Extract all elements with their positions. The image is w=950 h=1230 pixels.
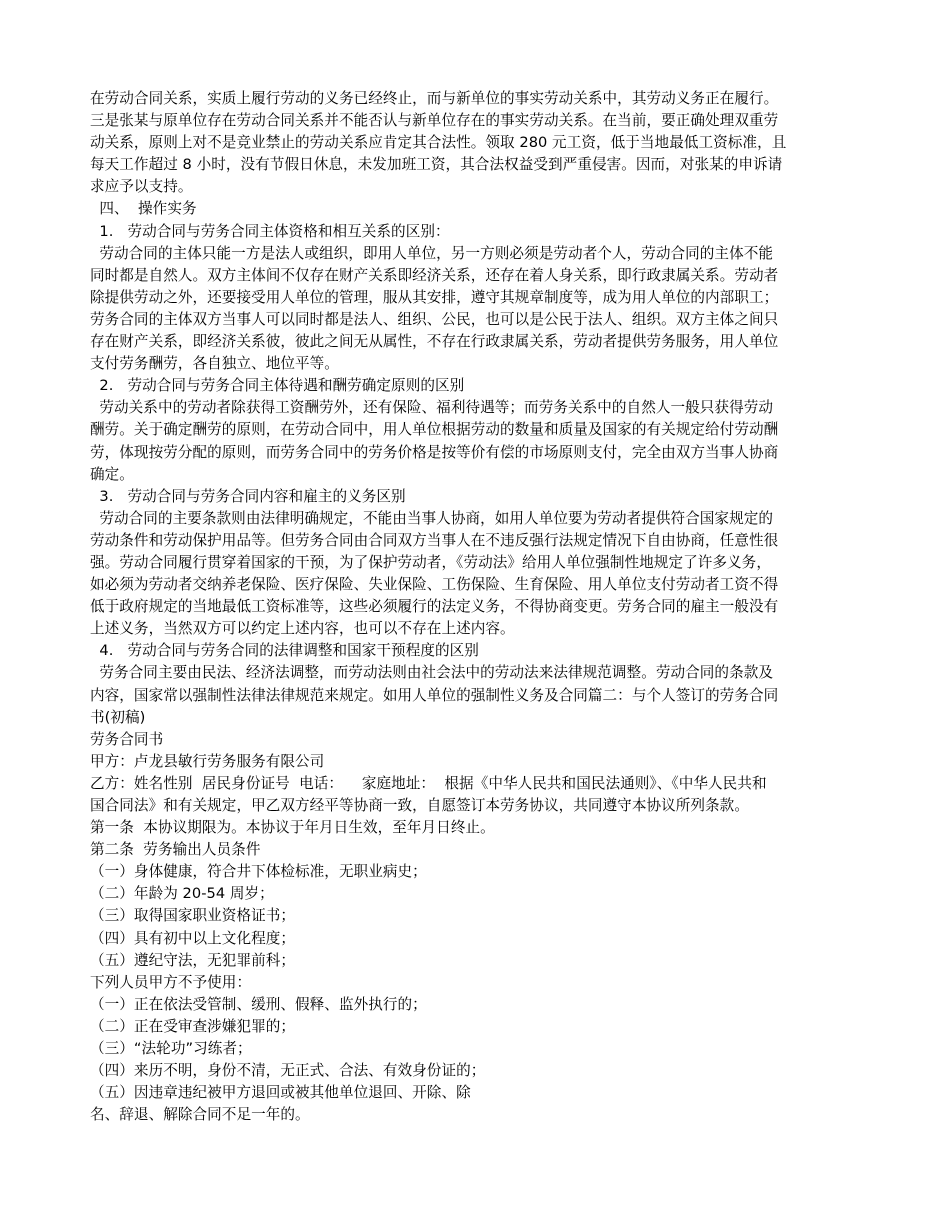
text-line: （二）正在受审查涉嫌犯罪的； — [90, 1017, 296, 1035]
text-line: 书(初稿) — [90, 708, 146, 726]
text-line: 动关系，原则上对不是竞业禁止的劳动关系应肯定其合法性。领取 280 元工资，低于当地最低工资标准，且 — [90, 134, 787, 152]
text-line: 四、 操作实务 — [90, 200, 197, 218]
text-line: 2. 劳动合同与劳务合同主体待遇和酬劳确定原则的区别 — [90, 377, 465, 395]
text-line: 4. 劳动合同与劳务合同的法律调整和国家干预程度的区别 — [90, 642, 479, 660]
text-line: 名、辞退、解除合同不足一年的。 — [90, 1106, 310, 1124]
text-line: （四）具有初中以上文化程度； — [90, 929, 296, 947]
text-line: 劳动关系中的劳动者除获得工资酬劳外，还有保险、福利待遇等；而劳务关系中的自然人一般只获得劳动 — [90, 399, 773, 417]
text-line: （三）取得国家职业资格证书； — [90, 907, 296, 925]
text-line: 支付劳务酬劳，各自独立、地位平等。 — [90, 355, 339, 373]
document-body — [90, 88, 860, 1126]
text-line: 内容，国家常以强制性法律法律规范来规定。如用人单位的强制性义务及合同篇二：与个人签订的劳务合同 — [90, 686, 779, 704]
text-line: 劳务合同的主体双方当事人可以同时都是法人、组织、公民，也可以是公民于法人、组织。双方主体之间只 — [90, 310, 779, 328]
text-line: 劳动条件和劳动保护用品等。但劳务合同由合同双方当事人在不违反强行法规定情况下自由协商，任意性很 — [90, 531, 779, 549]
text-line: 求应予以支持。 — [90, 178, 193, 196]
text-line: （一）正在依法受管制、缓刑、假释、监外执行的； — [90, 995, 427, 1013]
text-line: 同时都是自然人。双方主体间不仅存在财产关系即经济关系，还存在着人身关系，即行政隶属关系。劳动者 — [90, 266, 779, 284]
text-line: 酬劳。关于确定酬劳的原则，在劳动合同中，用人单位根据劳动的数量和质量及国家的有关规定给付劳动酬 — [90, 421, 779, 439]
text-line: 除提供劳动之外，还要接受用人单位的管理，服从其安排，遵守其规章制度等，成为用人单位的内部职工； — [90, 288, 779, 306]
text-line: 存在财产关系，即经济关系彼，彼此之间无从属性，不存在行政隶属关系，劳动者提供劳务服务，用人单位 — [90, 333, 779, 351]
text-line: （一）身体健康，符合井下体检标准，无职业病史； — [90, 863, 427, 881]
text-line: 上述义务，当然双方可以约定上述内容，也可以不存在上述内容。 — [90, 620, 515, 638]
text-line: 每天工作超过 8 小时，没有节假日休息，未发加班工资，其合法权益受到严重侵害。因而，对张某的申诉请 — [90, 156, 783, 174]
text-line: 第一条 本协议期限为。本协议于年月日生效，至年月日终止。 — [90, 819, 495, 837]
text-line: （五）因违章违纪被甲方退回或被其他单位退回、开除、除 — [90, 1084, 471, 1102]
text-line: （二）年龄为 20-54 周岁； — [90, 885, 274, 903]
text-line: （四）来历不明，身份不清，无正式、合法、有效身份证的； — [90, 1062, 486, 1080]
text-line: 劳，体现按劳分配的原则，而劳务合同中的劳务价格是按等价有偿的市场原则支付，完全由双方当事人协商 — [90, 443, 779, 461]
text-line: 国合同法》和有关规定，甲乙双方经平等协商一致，自愿签订本劳务协议，共同遵守本协议所列条款。 — [90, 797, 749, 814]
text-line: 劳务合同书 — [90, 730, 164, 748]
text-line: （三）“法轮功”习练者； — [90, 1040, 252, 1058]
text-line: 在劳动合同关系，实质上履行劳动的义务已经终止，而与新单位的事实劳动关系中，其劳动义务正在履行。 — [90, 90, 779, 107]
text-line: 三是张某与原单位存在劳动合同关系并不能否认与新单位存在的事实劳动关系。在当前，要正确处理双重劳 — [90, 112, 779, 130]
text-line: （五）遵纪守法，无犯罪前科； — [90, 951, 296, 969]
text-line: 劳务合同主要由民法、经济法调整，而劳动法则由社会法中的劳动法来法律规范调整。劳动合同的条款及 — [90, 664, 773, 682]
text-line: 3. 劳动合同与劳务合同内容和雇主的义务区别 — [90, 487, 406, 505]
text-line: 甲方：卢龙县敏行劳务服务有限公司 — [90, 752, 325, 770]
text-line: 确定。 — [90, 465, 134, 483]
text-line: 强。劳动合同履行贯穿着国家的干预，为了保护劳动者，《劳动法》给用人单位强制性地规定了许多义务， — [90, 553, 771, 571]
text-line: 如必须为劳动者交纳养老保险、医疗保险、失业保险、工伤保险、生育保险、用人单位支付劳动者工资不得 — [90, 576, 779, 594]
text-line: 低于政府规定的当地最低工资标准等，这些必须履行的法定义务，不得协商变更。劳务合同的雇主一般没有 — [90, 598, 779, 616]
text-line: 1. 劳动合同与劳务合同主体资格和相互关系的区别： — [90, 222, 450, 240]
text-line: 下列人员甲方不予使用： — [90, 973, 252, 991]
text-line: 乙方：姓名性别 居民身份证号 电话： 家庭地址： 根据《中华人民共和国民法通则》、《中华人民共和 — [90, 774, 767, 792]
text-line: 劳动合同的主体只能一方是法人或组织，即用人单位，另一方则必须是劳动者个人，劳动合同的主体不能 — [90, 244, 773, 262]
text-line: 劳动合同的主要条款则由法律明确规定，不能由当事人协商，如用人单位要为劳动者提供符合国家规定的 — [90, 509, 773, 527]
text-line: 第二条 劳务输出人员条件 — [90, 841, 261, 859]
